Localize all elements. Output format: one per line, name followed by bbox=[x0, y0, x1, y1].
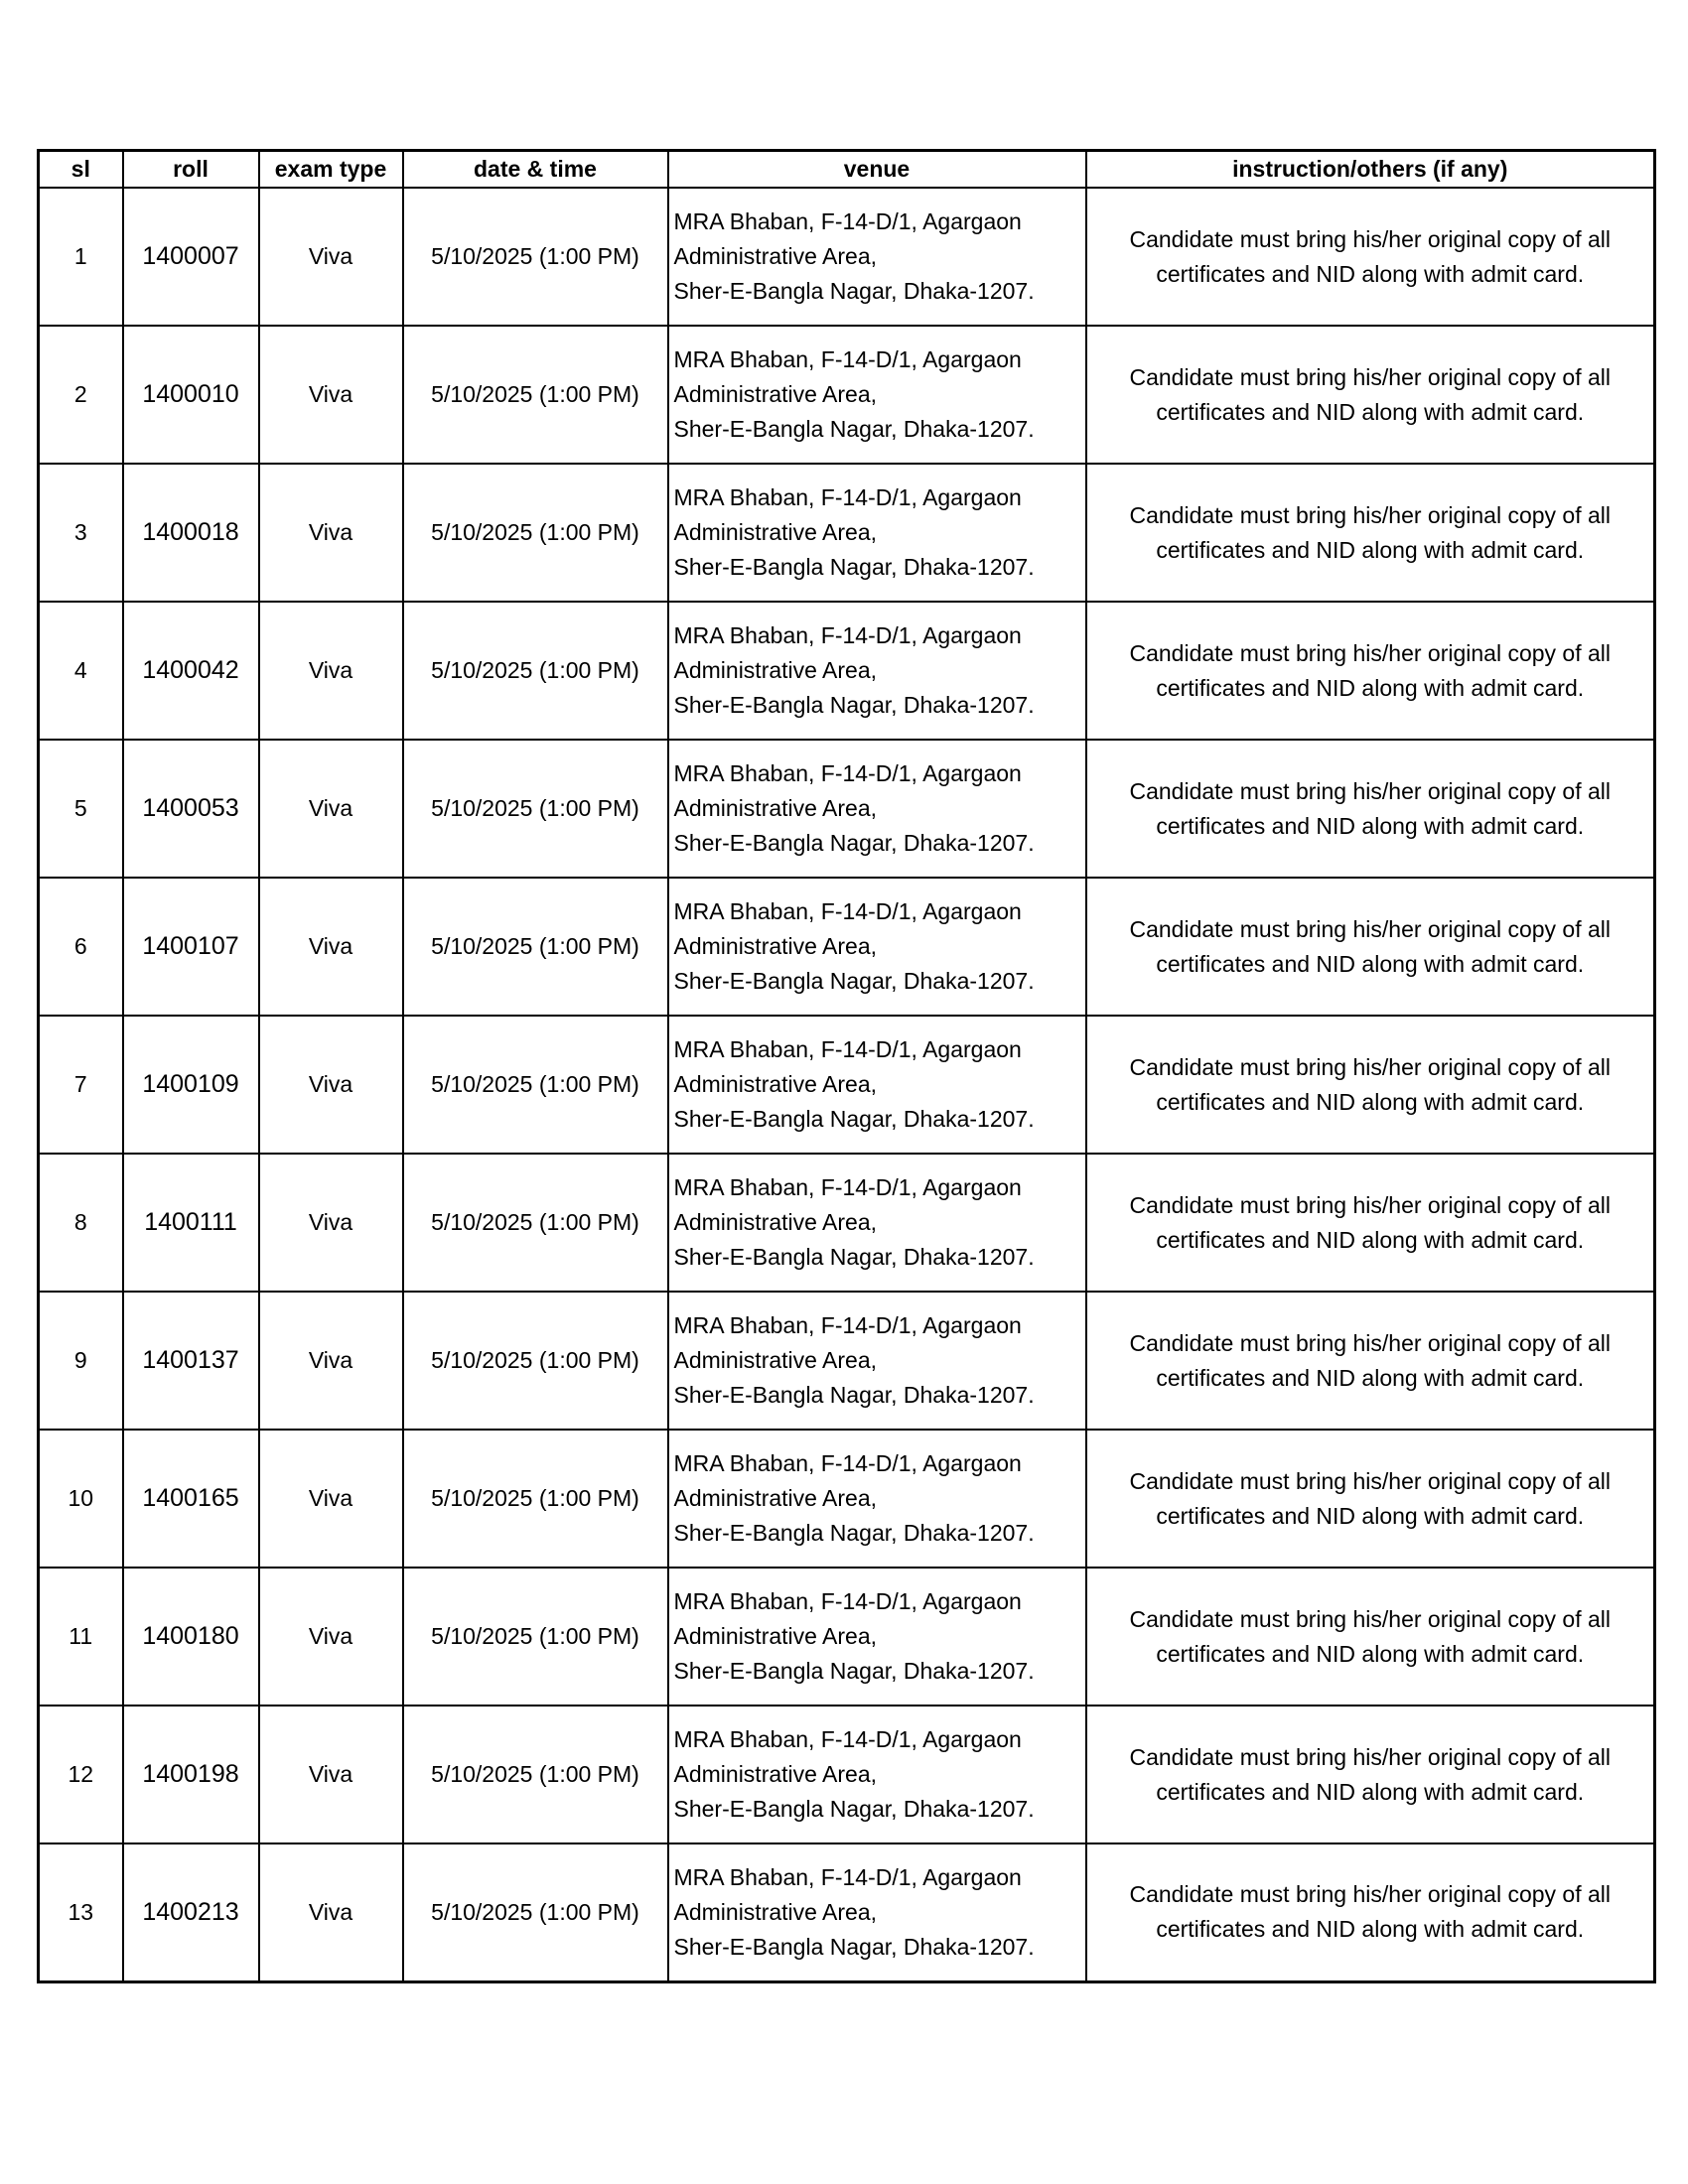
cell-date-time: 5/10/2025 (1:00 PM) bbox=[403, 1568, 668, 1706]
venue-line: MRA Bhaban, F-14-D/1, Agargaon bbox=[673, 760, 1022, 786]
venue-line: Sher-E-Bangla Nagar, Dhaka-1207. bbox=[673, 1933, 1035, 1960]
table-header bbox=[39, 151, 1655, 189]
table-row bbox=[39, 464, 1655, 602]
cell-instruction bbox=[1086, 740, 1655, 878]
table-body bbox=[39, 188, 1655, 1981]
header-sl: sl bbox=[39, 151, 123, 189]
instruction-line: certificates and NID along with admit card. bbox=[1156, 1088, 1585, 1115]
cell-date-time: 5/10/2025 (1:00 PM) bbox=[403, 878, 668, 1016]
cell-sl: 11 bbox=[39, 1568, 123, 1706]
cell-date-time: 5/10/2025 (1:00 PM) bbox=[403, 1292, 668, 1430]
cell-sl: 10 bbox=[39, 1430, 123, 1568]
cell-exam-type: Viva bbox=[259, 602, 403, 740]
table-row bbox=[39, 326, 1655, 464]
cell-exam-type: Viva bbox=[259, 1843, 403, 1981]
instruction-line: Candidate must bring his/her original copy of all bbox=[1129, 1053, 1612, 1080]
cell-instruction bbox=[1086, 1568, 1655, 1706]
cell-date-time: 5/10/2025 (1:00 PM) bbox=[403, 188, 668, 326]
header-venue: venue bbox=[668, 151, 1086, 189]
cell-sl: 4 bbox=[39, 602, 123, 740]
cell-date-time: 5/10/2025 (1:00 PM) bbox=[403, 740, 668, 878]
venue-line: Sher-E-Bangla Nagar, Dhaka-1207. bbox=[673, 1382, 1035, 1408]
cell-roll: 1400165 bbox=[123, 1430, 259, 1568]
instruction-line: certificates and NID along with admit card. bbox=[1156, 398, 1585, 425]
venue-line: MRA Bhaban, F-14-D/1, Agargaon bbox=[673, 1036, 1022, 1062]
cell-venue bbox=[668, 1430, 1086, 1568]
header-row bbox=[39, 151, 1655, 189]
venue-line: MRA Bhaban, F-14-D/1, Agargaon bbox=[673, 1726, 1022, 1752]
table-row bbox=[39, 1154, 1655, 1292]
cell-roll: 1400007 bbox=[123, 188, 259, 326]
venue-line: Administrative Area, bbox=[673, 657, 878, 683]
cell-venue bbox=[668, 188, 1086, 326]
cell-instruction bbox=[1086, 602, 1655, 740]
cell-sl: 13 bbox=[39, 1843, 123, 1981]
cell-venue bbox=[668, 878, 1086, 1016]
table-row bbox=[39, 1430, 1655, 1568]
cell-date-time: 5/10/2025 (1:00 PM) bbox=[403, 326, 668, 464]
venue-line: Sher-E-Bangla Nagar, Dhaka-1207. bbox=[673, 278, 1035, 304]
cell-venue bbox=[668, 326, 1086, 464]
cell-instruction bbox=[1086, 1430, 1655, 1568]
table-row bbox=[39, 188, 1655, 326]
cell-date-time: 5/10/2025 (1:00 PM) bbox=[403, 1430, 668, 1568]
cell-venue bbox=[668, 464, 1086, 602]
table-row bbox=[39, 1843, 1655, 1981]
instruction-line: Candidate must bring his/her original copy of all bbox=[1129, 363, 1612, 390]
cell-instruction bbox=[1086, 1292, 1655, 1430]
instruction-line: certificates and NID along with admit card. bbox=[1156, 812, 1585, 839]
venue-line: MRA Bhaban, F-14-D/1, Agargaon bbox=[673, 346, 1022, 372]
header-exam-type: exam type bbox=[259, 151, 403, 189]
instruction-line: Candidate must bring his/her original copy of all bbox=[1129, 225, 1612, 252]
instruction-line: Candidate must bring his/her original copy of all bbox=[1129, 1881, 1612, 1908]
venue-line: MRA Bhaban, F-14-D/1, Agargaon bbox=[673, 1450, 1022, 1476]
cell-exam-type: Viva bbox=[259, 188, 403, 326]
cell-sl: 12 bbox=[39, 1706, 123, 1843]
cell-exam-type: Viva bbox=[259, 1568, 403, 1706]
cell-instruction bbox=[1086, 1016, 1655, 1154]
instruction-line: Candidate must bring his/her original copy of all bbox=[1129, 777, 1612, 804]
cell-sl: 8 bbox=[39, 1154, 123, 1292]
cell-instruction bbox=[1086, 1706, 1655, 1843]
cell-roll: 1400180 bbox=[123, 1568, 259, 1706]
cell-exam-type: Viva bbox=[259, 1154, 403, 1292]
cell-sl: 6 bbox=[39, 878, 123, 1016]
instruction-line: certificates and NID along with admit card. bbox=[1156, 1364, 1585, 1391]
cell-roll: 1400018 bbox=[123, 464, 259, 602]
cell-venue bbox=[668, 740, 1086, 878]
venue-line: Administrative Area, bbox=[673, 1209, 878, 1235]
schedule-table bbox=[37, 149, 1656, 1983]
instruction-line: Candidate must bring his/her original copy of all bbox=[1129, 1605, 1612, 1632]
table-row bbox=[39, 878, 1655, 1016]
cell-instruction bbox=[1086, 188, 1655, 326]
venue-line: MRA Bhaban, F-14-D/1, Agargaon bbox=[673, 1312, 1022, 1338]
venue-line: Sher-E-Bangla Nagar, Dhaka-1207. bbox=[673, 968, 1035, 994]
venue-line: Sher-E-Bangla Nagar, Dhaka-1207. bbox=[673, 1106, 1035, 1132]
venue-line: Sher-E-Bangla Nagar, Dhaka-1207. bbox=[673, 416, 1035, 442]
venue-line: MRA Bhaban, F-14-D/1, Agargaon bbox=[673, 208, 1022, 234]
venue-line: Administrative Area, bbox=[673, 1898, 878, 1925]
cell-instruction bbox=[1086, 878, 1655, 1016]
instruction-line: Candidate must bring his/her original copy of all bbox=[1129, 501, 1612, 528]
instruction-line: certificates and NID along with admit card. bbox=[1156, 536, 1585, 563]
venue-line: MRA Bhaban, F-14-D/1, Agargaon bbox=[673, 484, 1022, 510]
header-instruction: instruction/others (if any) bbox=[1086, 151, 1655, 189]
cell-date-time: 5/10/2025 (1:00 PM) bbox=[403, 602, 668, 740]
cell-sl: 1 bbox=[39, 188, 123, 326]
cell-roll: 1400109 bbox=[123, 1016, 259, 1154]
table-row bbox=[39, 740, 1655, 878]
cell-venue bbox=[668, 1568, 1086, 1706]
cell-roll: 1400042 bbox=[123, 602, 259, 740]
instruction-line: certificates and NID along with admit card. bbox=[1156, 1502, 1585, 1529]
venue-line: Sher-E-Bangla Nagar, Dhaka-1207. bbox=[673, 830, 1035, 856]
venue-line: Sher-E-Bangla Nagar, Dhaka-1207. bbox=[673, 692, 1035, 718]
venue-line: Administrative Area, bbox=[673, 1071, 878, 1097]
cell-venue bbox=[668, 1843, 1086, 1981]
venue-line: MRA Bhaban, F-14-D/1, Agargaon bbox=[673, 1174, 1022, 1200]
cell-venue bbox=[668, 1706, 1086, 1843]
cell-date-time: 5/10/2025 (1:00 PM) bbox=[403, 1706, 668, 1843]
venue-line: Administrative Area, bbox=[673, 1485, 878, 1511]
instruction-line: Candidate must bring his/her original copy of all bbox=[1129, 1191, 1612, 1218]
cell-venue bbox=[668, 1154, 1086, 1292]
cell-date-time: 5/10/2025 (1:00 PM) bbox=[403, 1016, 668, 1154]
instruction-line: Candidate must bring his/her original copy of all bbox=[1129, 1329, 1612, 1356]
cell-exam-type: Viva bbox=[259, 1706, 403, 1843]
cell-instruction bbox=[1086, 464, 1655, 602]
cell-exam-type: Viva bbox=[259, 326, 403, 464]
venue-line: MRA Bhaban, F-14-D/1, Agargaon bbox=[673, 898, 1022, 924]
venue-line: Sher-E-Bangla Nagar, Dhaka-1207. bbox=[673, 1520, 1035, 1546]
cell-roll: 1400053 bbox=[123, 740, 259, 878]
venue-line: MRA Bhaban, F-14-D/1, Agargaon bbox=[673, 1588, 1022, 1614]
instruction-line: certificates and NID along with admit card. bbox=[1156, 1778, 1585, 1805]
table-row bbox=[39, 602, 1655, 740]
venue-line: Administrative Area, bbox=[673, 519, 878, 545]
instruction-line: certificates and NID along with admit card. bbox=[1156, 1640, 1585, 1667]
venue-line: MRA Bhaban, F-14-D/1, Agargaon bbox=[673, 622, 1022, 648]
venue-line: Administrative Area, bbox=[673, 1347, 878, 1373]
venue-line: Sher-E-Bangla Nagar, Dhaka-1207. bbox=[673, 1796, 1035, 1822]
cell-exam-type: Viva bbox=[259, 1016, 403, 1154]
venue-line: Sher-E-Bangla Nagar, Dhaka-1207. bbox=[673, 554, 1035, 580]
cell-sl: 9 bbox=[39, 1292, 123, 1430]
header-date-time: date & time bbox=[403, 151, 668, 189]
instruction-line: Candidate must bring his/her original copy of all bbox=[1129, 1467, 1612, 1494]
cell-exam-type: Viva bbox=[259, 1292, 403, 1430]
cell-venue bbox=[668, 602, 1086, 740]
cell-roll: 1400198 bbox=[123, 1706, 259, 1843]
instruction-line: certificates and NID along with admit card. bbox=[1156, 1226, 1585, 1253]
cell-sl: 3 bbox=[39, 464, 123, 602]
instruction-line: certificates and NID along with admit card. bbox=[1156, 260, 1585, 287]
instruction-line: Candidate must bring his/her original copy of all bbox=[1129, 915, 1612, 942]
cell-instruction bbox=[1086, 326, 1655, 464]
table-row bbox=[39, 1016, 1655, 1154]
venue-line: Administrative Area, bbox=[673, 381, 878, 407]
venue-line: MRA Bhaban, F-14-D/1, Agargaon bbox=[673, 1863, 1022, 1890]
table-row bbox=[39, 1706, 1655, 1843]
cell-instruction bbox=[1086, 1154, 1655, 1292]
instruction-line: certificates and NID along with admit card. bbox=[1156, 674, 1585, 701]
venue-line: Administrative Area, bbox=[673, 243, 878, 269]
cell-roll: 1400137 bbox=[123, 1292, 259, 1430]
instruction-line: Candidate must bring his/her original copy of all bbox=[1129, 1743, 1612, 1770]
cell-venue bbox=[668, 1016, 1086, 1154]
venue-line: Administrative Area, bbox=[673, 795, 878, 821]
cell-sl: 5 bbox=[39, 740, 123, 878]
cell-roll: 1400010 bbox=[123, 326, 259, 464]
venue-line: Administrative Area, bbox=[673, 1623, 878, 1649]
header-roll: roll bbox=[123, 151, 259, 189]
cell-date-time: 5/10/2025 (1:00 PM) bbox=[403, 464, 668, 602]
cell-sl: 7 bbox=[39, 1016, 123, 1154]
instruction-line: certificates and NID along with admit card. bbox=[1156, 1916, 1585, 1943]
cell-roll: 1400111 bbox=[123, 1154, 259, 1292]
cell-date-time: 5/10/2025 (1:00 PM) bbox=[403, 1154, 668, 1292]
cell-roll: 1400213 bbox=[123, 1843, 259, 1981]
cell-exam-type: Viva bbox=[259, 1430, 403, 1568]
instruction-line: Candidate must bring his/her original copy of all bbox=[1129, 639, 1612, 666]
cell-date-time: 5/10/2025 (1:00 PM) bbox=[403, 1843, 668, 1981]
cell-venue bbox=[668, 1292, 1086, 1430]
table-row bbox=[39, 1292, 1655, 1430]
venue-line: Sher-E-Bangla Nagar, Dhaka-1207. bbox=[673, 1244, 1035, 1270]
instruction-line: certificates and NID along with admit card. bbox=[1156, 950, 1585, 977]
cell-exam-type: Viva bbox=[259, 740, 403, 878]
cell-exam-type: Viva bbox=[259, 464, 403, 602]
cell-instruction bbox=[1086, 1843, 1655, 1981]
venue-line: Administrative Area, bbox=[673, 1761, 878, 1787]
cell-roll: 1400107 bbox=[123, 878, 259, 1016]
cell-exam-type: Viva bbox=[259, 878, 403, 1016]
cell-sl: 2 bbox=[39, 326, 123, 464]
venue-line: Administrative Area, bbox=[673, 933, 878, 959]
table-row bbox=[39, 1568, 1655, 1706]
venue-line: Sher-E-Bangla Nagar, Dhaka-1207. bbox=[673, 1658, 1035, 1684]
